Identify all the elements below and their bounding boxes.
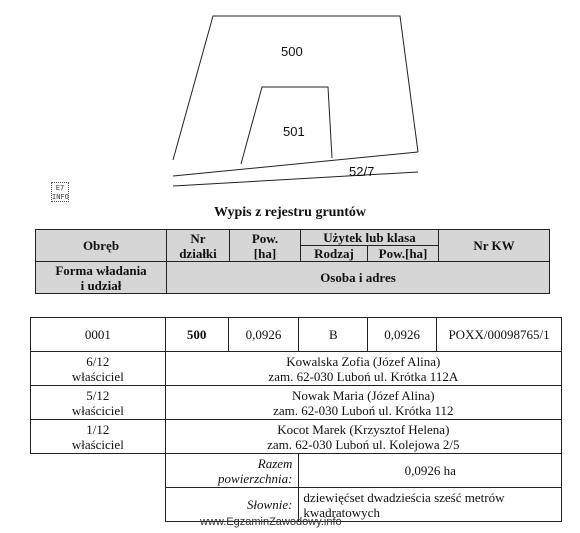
parcel-500-label: 500 bbox=[281, 44, 303, 59]
owner-share: 6/12 właściciel bbox=[31, 352, 166, 386]
road-boundary-upper bbox=[173, 152, 418, 176]
cell-pow-ha: 0,0926 bbox=[368, 318, 437, 352]
register-data-table bbox=[30, 317, 562, 522]
header-osoba: Osoba i adres bbox=[167, 262, 550, 294]
register-header-table bbox=[35, 229, 550, 294]
header-nr-kw: Nr KW bbox=[439, 230, 550, 262]
cell-rodzaj: B bbox=[299, 318, 368, 352]
info-icon: E7 INFO bbox=[52, 184, 69, 201]
header-rodzaj: Rodzaj bbox=[301, 246, 368, 262]
slownie-label: Słownie: bbox=[165, 488, 299, 522]
header-pow-ha: Pow.[ha] bbox=[368, 246, 439, 262]
parcel-52-7-label: 52/7 bbox=[349, 164, 375, 179]
owner-share: 1/12 właściciel bbox=[31, 420, 166, 454]
owner-details: Kowalska Zofia (Józef Alina) zam. 62-030 Luboń ul. Krótka 112A bbox=[165, 352, 561, 386]
cell-nr-kw: POXX/00098765/1 bbox=[437, 318, 562, 352]
header-uzytek: Użytek lub klasa bbox=[301, 230, 439, 246]
table-row bbox=[31, 454, 562, 488]
slownie-value: dziewięćset dwadzieścia sześć metrów kwadratowych bbox=[299, 488, 562, 522]
header-forma: Forma władania i udział bbox=[36, 262, 167, 294]
page-title: Wypis z rejestru gruntów bbox=[213, 205, 367, 220]
owner-details: Nowak Maria (Józef Alina) zam. 62-030 Luboń ul. Krótka 112 bbox=[165, 386, 561, 420]
header-obreb: Obręb bbox=[36, 230, 167, 262]
owner-details: Kocot Marek (Krzysztof Helena) zam. 62-030 Luboń ul. Kolejowa 2/5 bbox=[165, 420, 561, 454]
cell-obreb: 0001 bbox=[31, 318, 166, 352]
parcel-501-label: 501 bbox=[283, 124, 305, 139]
table-row bbox=[31, 420, 562, 454]
parcel-map bbox=[0, 0, 580, 200]
cell-nr-dzialki: 500 bbox=[165, 318, 228, 352]
header-nr-dzialki: Nr działki bbox=[167, 230, 230, 262]
header-pow: Pow. [ha] bbox=[230, 230, 301, 262]
razem-label: Razem powierzchnia: bbox=[165, 454, 299, 488]
table-row bbox=[31, 352, 562, 386]
table-row bbox=[31, 318, 562, 352]
cell-pow: 0,0926 bbox=[228, 318, 299, 352]
watermark: www.EgzaminZawodowy.info bbox=[200, 516, 342, 528]
owner-share: 5/12 właściciel bbox=[31, 386, 166, 420]
razem-value: 0,0926 ha bbox=[299, 454, 562, 488]
table-row bbox=[31, 386, 562, 420]
road-boundary-lower bbox=[173, 172, 418, 186]
